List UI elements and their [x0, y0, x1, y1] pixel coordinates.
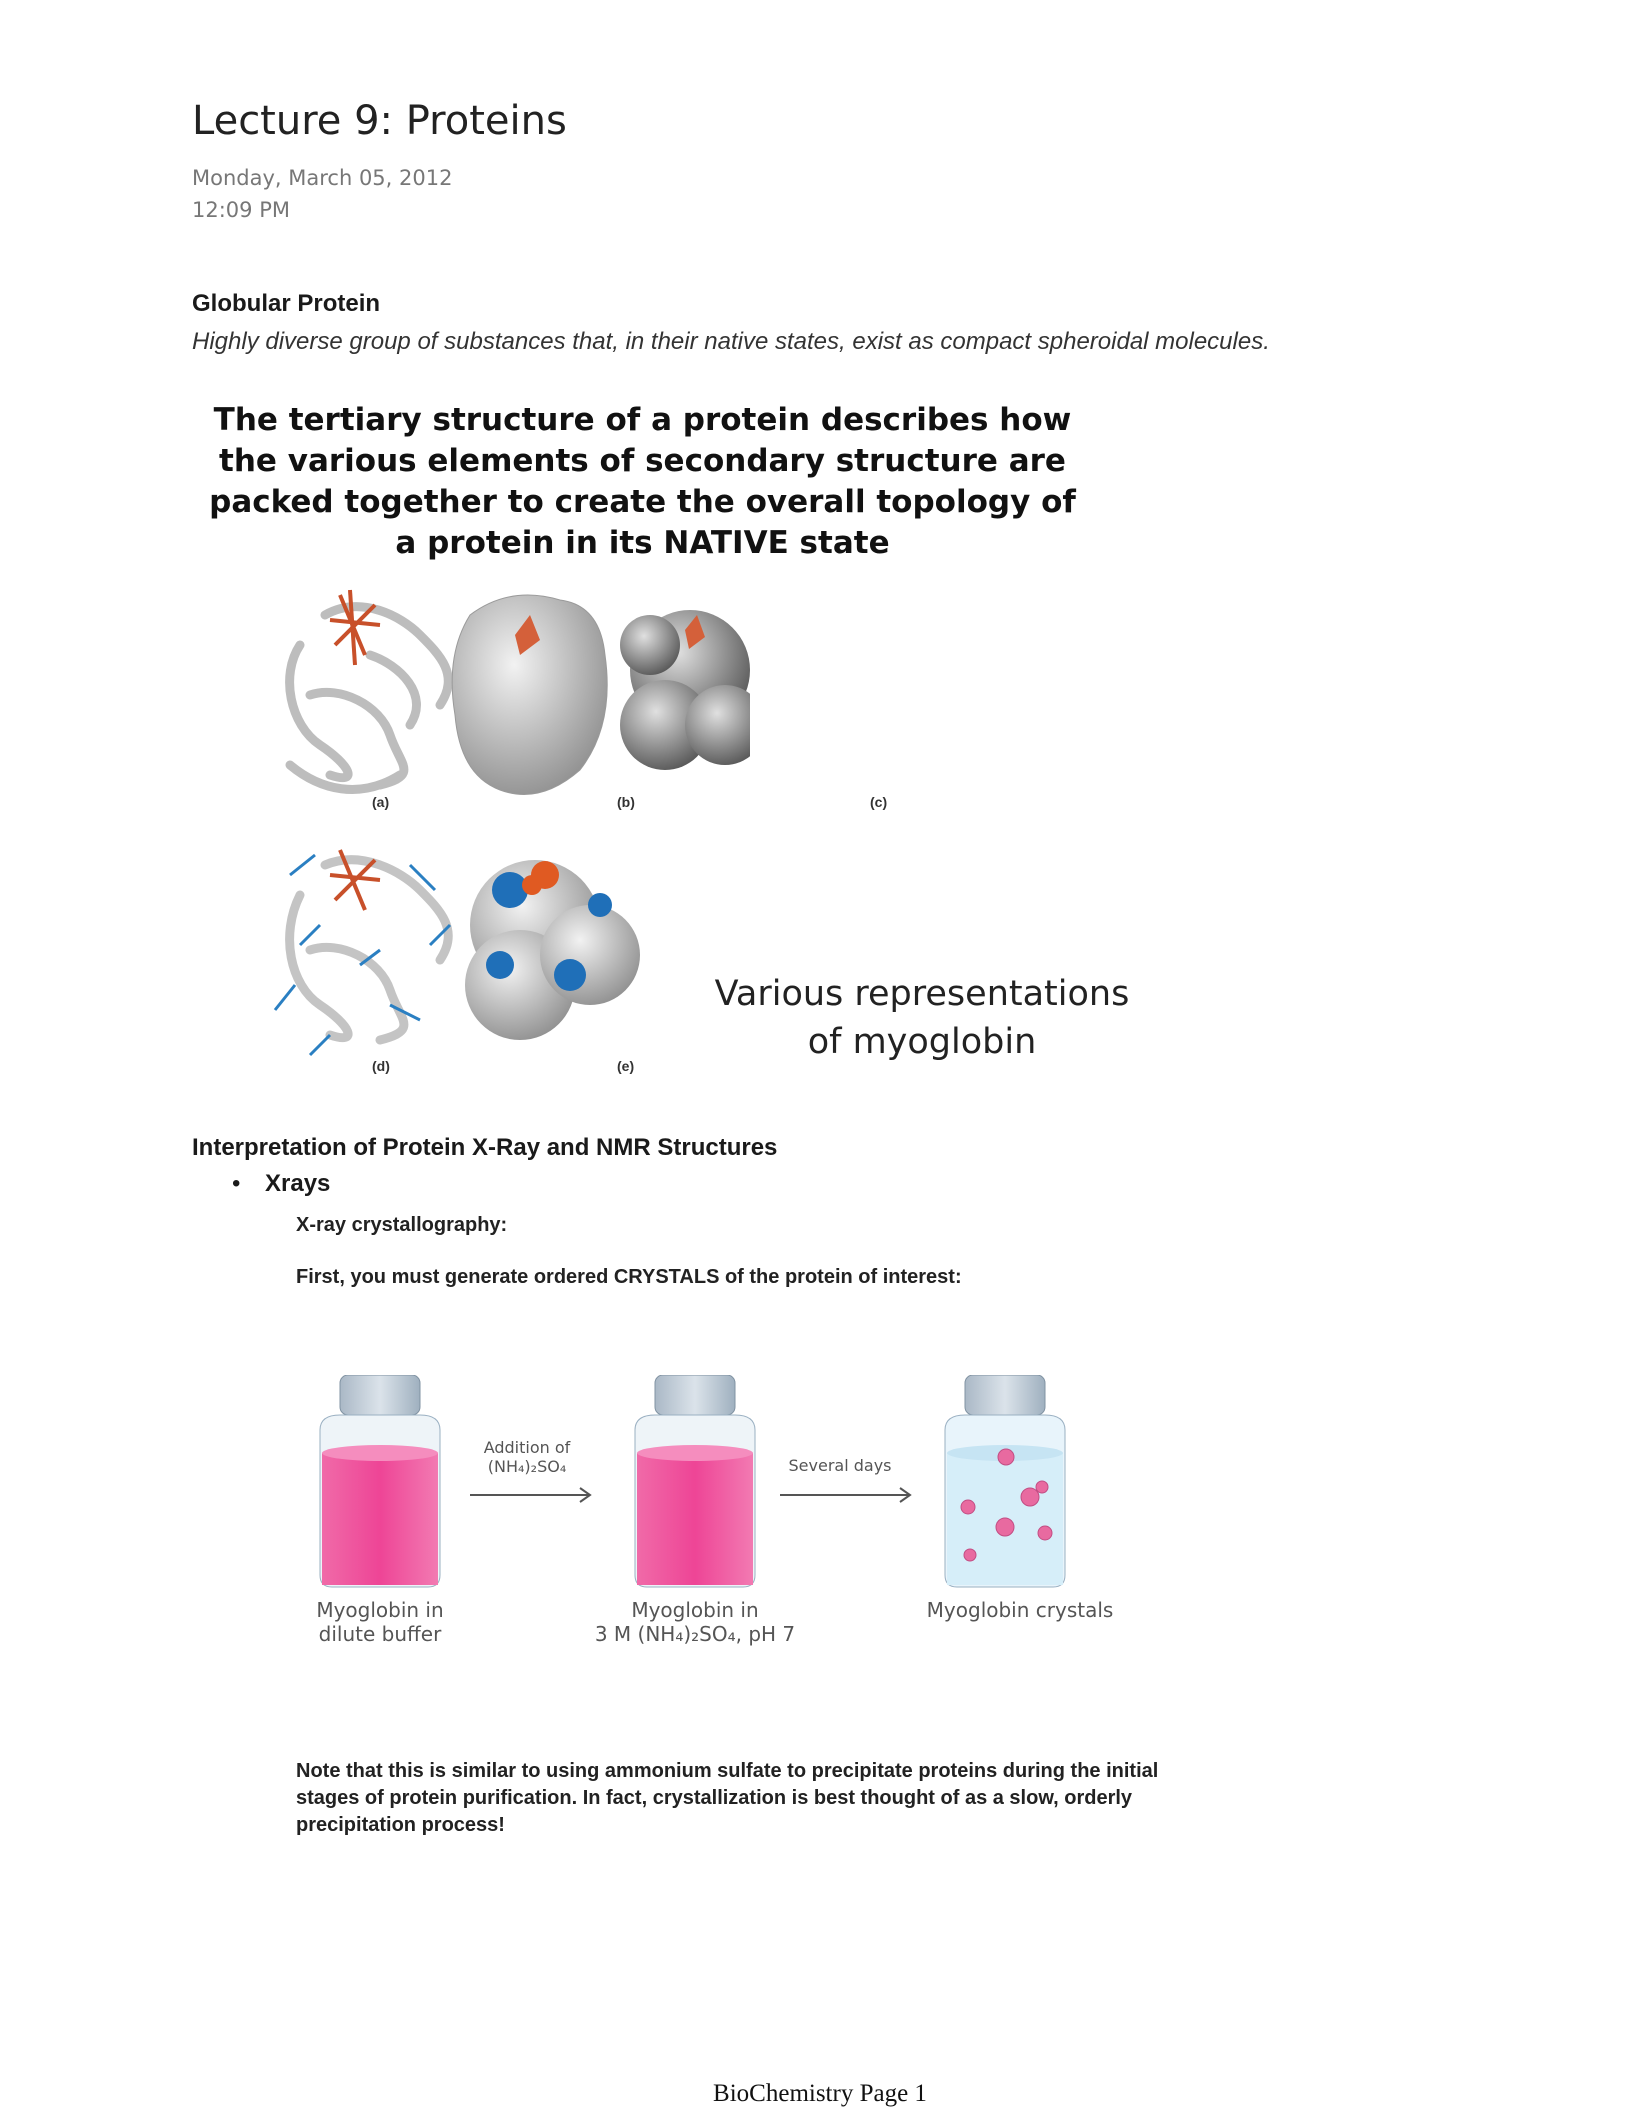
- jar3-caption: Myoglobin crystals: [926, 1598, 1114, 1622]
- note-time: 12:09 PM: [192, 198, 290, 222]
- jar2-caption-line2: 3 M (NH₄)₂SO₄, pH 7: [594, 1622, 796, 1646]
- tertiary-statement: The tertiary structure of a protein describes how the various elements of secondary structure are packed together to create the overall topology of a protein in its NATIVE state: [209, 402, 1076, 561]
- page-footer: BioChemistry Page 1: [713, 2080, 927, 2107]
- myoglobin-figure-row1: [270, 575, 750, 815]
- myoglobin-surface-b: [452, 595, 607, 795]
- panel-label-d: (d): [372, 1058, 390, 1074]
- myoglobin-spacefill-c: [620, 610, 750, 770]
- arrow1-caption: [442, 1438, 612, 1476]
- panel-label-c: (c): [870, 794, 888, 810]
- arrow-addition: [470, 1488, 590, 1502]
- panel-label-b: (b): [617, 794, 635, 810]
- myoglobin-ribbon-a: [290, 607, 449, 790]
- jar-ammonium-sulfate: [635, 1375, 755, 1587]
- crystals-instruction: First, you must generate ordered CRYSTALS of the protein of interest:: [296, 1266, 962, 1288]
- jar2-caption-line1: Myoglobin in: [631, 1598, 759, 1622]
- panel-label-e: (e): [617, 1058, 635, 1074]
- page-title: Lecture 9: Proteins: [192, 98, 567, 144]
- jar1-caption-line2: dilute buffer: [318, 1622, 442, 1646]
- figure-caption-line2: of myoglobin: [807, 1022, 1037, 1062]
- globular-heading: Globular Protein: [192, 290, 381, 317]
- arrow1-caption-line1: Addition of: [483, 1438, 571, 1457]
- arrow-several-days: [780, 1488, 910, 1502]
- bullet-icon: •: [232, 1170, 241, 1197]
- myoglobin-ribbon-d: [290, 860, 449, 1040]
- jar2-caption: [565, 1598, 825, 1646]
- jar1-caption-line1: Myoglobin in: [316, 1598, 444, 1622]
- panel-label-a: (a): [372, 794, 390, 810]
- jar-dilute-buffer: [320, 1375, 440, 1587]
- myoglobin-figure-row2: [270, 835, 750, 1065]
- xray-crystallography-label: X-ray crystallography:: [296, 1214, 508, 1236]
- interpretation-heading: Interpretation of Protein X-Ray and NMR Structures: [192, 1134, 778, 1161]
- myoglobin-spacefill-e: [465, 860, 640, 1040]
- arrow1-caption-line2: (NH₄)₂SO₄: [487, 1457, 567, 1476]
- arrow2-caption: Several days: [788, 1456, 892, 1475]
- bullet-xrays: Xrays: [265, 1170, 331, 1197]
- figure-caption-line1: Various representations: [714, 974, 1130, 1014]
- note-date: Monday, March 05, 2012: [192, 166, 453, 190]
- figure-caption: [712, 970, 1132, 1066]
- jar-crystals: [945, 1375, 1065, 1587]
- crystallization-diagram: [300, 1375, 1100, 1590]
- precipitation-note: Note that this is similar to using ammonium sulfate to precipitate proteins during the initial stages of protein purification. In fact, crystallization is best thought of as a slow, orderly precipitation process!: [296, 1760, 1159, 1836]
- globular-definition: Highly diverse group of substances that, in their native states, exist as compact spheroidal molecules.: [192, 328, 1270, 355]
- jar1-caption: [280, 1598, 480, 1646]
